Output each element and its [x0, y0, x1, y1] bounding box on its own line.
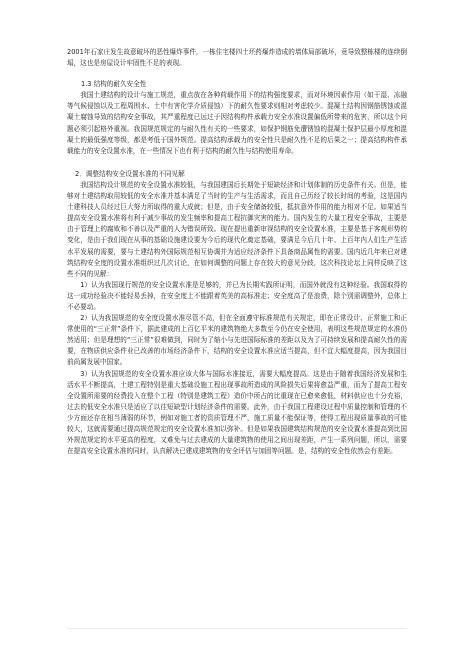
document-body: [67, 47, 407, 457]
section-1-3-paragraph: 我国土建结构的设计与施工规范，重点放在各种荷载作用下的结构强度要求，而对环境因素作用（如干湿、冻融等气候侵蚀以及工程周围水、土中有害化学介质侵蚀）下的耐久性要求则相对考虑较少。混凝土结构因钢筋锈蚀或混凝土腐蚀导致的结构安全事故，其严重程度已远过于因结构构件承载力安全水准设置偏低所带来的危害，所以这个问题必须引起格外重视。我国规范规定的与耐久性有关的一些要求，如保护钢筋免遭锈蚀的混凝土保护层最小厚度和混凝土的最低强度等级，都是考低于国外规范。提高结构承载力的安全性只是耐久性不足的后果之一；提高结构构件承载能力的安全设置水准，在一些情况下也有利于结构的耐久性与结构使用寿命。: [67, 91, 407, 155]
list-item-2: 2）认为我国规范的安全度设置水准尽管不高，但在全面遵守标准规范有关规定，即在正常设计、正常施工和正常使用的“三正常”条件下，据此建成的上百亿平米的建筑物绝大多数至今仍在安全使用，表明这些规范规定的水准仍然适用；但是理想的“三正常”很难做到，同时为了缩小与先进国际标准的差距以及为了可持续发展和提高耐久性的需要，在物质供应条件业已改善的市场经济条件下，结构的安全设置水准应适当提高，但不宜大幅度提高，因为我国目前尚属发展中国家。: [67, 314, 407, 367]
page-bottom-divider: [67, 628, 407, 629]
section-2-heading: 2．调整结构安全设置水准的不同见解: [75, 169, 185, 178]
list-item-1: 1）认为我国现行规范的安全设置水准是足够的，并已为长期实践所证明，而国外就没有这种经验。我国取得的这一成功经验决不能轻易丢掉，在安全度上不能跟着英美的高标准走；安全度高了是浪费，除个别需调整外，总体上不必要动。: [67, 280, 407, 311]
section-1-3-heading: 1.3 结构的耐久安全性: [81, 80, 147, 89]
section-2-paragraph: 我国结构设计规范的安全设置水准较低，与我国建国后长期处于短缺经济和计划体制的历史条件有关。但是，能够对土建结构取用较低的安全水准并基本满足了当时的生产与生活需求，而且自己历经了较长时间的考验，这是国内土建科技人员经过巨大努力所取得的重大成就；但是，由于安全储备较低，抵抗意外作用的能力相对不足。如果适当提高安全设置水准将有利于减少事故的发生频率和提高工程抗御灾害的能力。国内发生的大量工程安全事故，主要是由于管理上的腐败和不善以及严重的人为错误所致。现在提出重新审视结构的安全设置水准，主要是基于客观形势的变化，是由于我们现在从事的基础设施建设要为今后的现代化奠定基础，要满足今后几十年、上百年内人们生产生活水平发展的需要，要与土建结构外国际规范相互协调并为适应经济条件下具备商品属性的需要。国内近几年来已对建筑结构安全度的设置水准组织过几次讨论，在如何调整的问题上存在较大的意见分歧，这次科技论坛上同样反映了这些不同的见解：: [67, 180, 407, 278]
list-item-3: 3）认为我国规范的安全设置水准应该大体与国际水准接近，需要大幅度提高。这是由于随着我国经济发展和生活水平不断提高，土建工程特别是重大基础设施工程出现事故所造成的风险损失后果将愈益严重，而为了提高工程安全设置所需要的经费投入在整个工程（特别是建筑工程）造价中所占的比重现在已愈来愈低，材料供应也十分充裕，过去的低安全水准只是适应了以往短缺型计划经济条件的需要。此外，由于我国工程建设过程中质量控制和管理的不少方面还存在相当薄弱的环节，例如对施工者的资质管理不严，施工质量不能保证等，使得工程出现质量事故的可能较大，这就需要通过提高规范规定的安全设置水准加以弥补。但是如果我国建筑结构规范的安全设置水准提高到比国外规范规定的水平更高的程度，又难免与过去建成的大量建筑物的使用之间出现差距，产生一系列问题，所以，需要在提高安全设置水准的同时，认真解决已建成建筑物的安全评估与加固等问题。是，结构的安全性依然会有差距。: [67, 369, 407, 456]
intro-paragraph: 2001年石家庄发生故意破坏的恶性爆炸事件，一栋住宅楼四土坯药爆炸造成的墙体局部破坏，竟导致整栋楼的连续倒塌，这也是房屋设计牢固性不足的表现。: [67, 48, 407, 68]
